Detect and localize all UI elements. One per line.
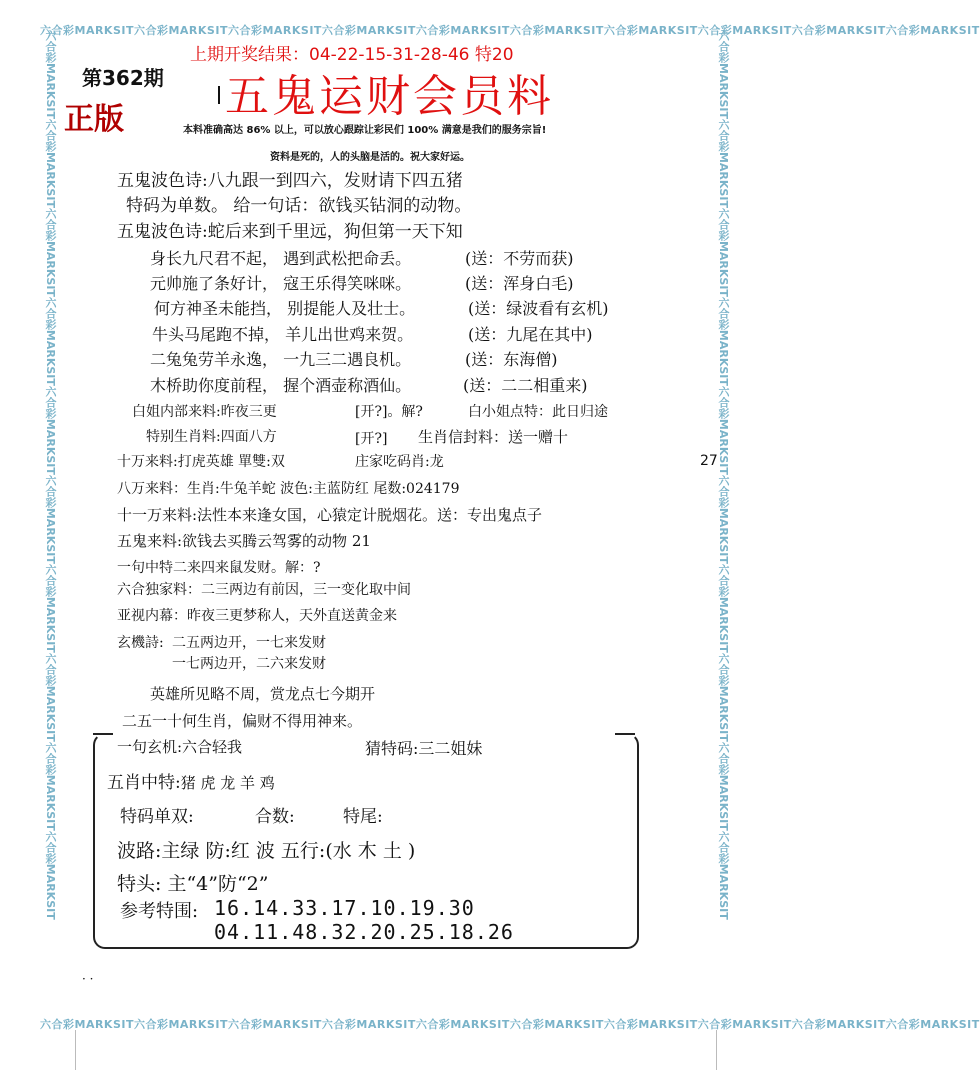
notice-line-2: 资料是死的，人的头脑是活的。祝大家好运。 xyxy=(270,152,470,163)
box-guess: 猜特码:三二姐妹 xyxy=(365,739,483,758)
baijie-tip: 白姐内部来料:昨夜三更 xyxy=(132,404,277,420)
yingxiong-line: 英雄所见略不周，赏龙点七今期开 xyxy=(150,685,376,703)
shiwan-tip: 十万来料:打虎英雄 單雙:双 xyxy=(117,454,285,470)
title-divider xyxy=(218,86,220,104)
watermark-bottom: 六合彩MARKSIT六合彩MARKSIT六合彩MARKSIT六合彩MARKSIT六合彩MARKSIT六合彩MARKSIT六合彩MARKSIT六合彩MARKSIT六合彩MARKSIT六合彩MARKSIT xyxy=(40,1018,980,1031)
verse-2-gift: (送：浑身白毛) xyxy=(465,274,574,293)
yashi-tip: 亚视内幕：昨夜三更梦称人，天外直送黄金来 xyxy=(117,608,397,624)
verse-3-gift: (送：绿波看有玄机) xyxy=(468,299,609,318)
issue-number: 第362期 xyxy=(82,66,164,90)
xuanji-label: 玄機詩: xyxy=(117,635,164,651)
page-bottom-edge xyxy=(75,1030,717,1070)
zodiac-letter: 生肖信封料：送一赠十 xyxy=(418,428,569,446)
verse-4: 牛头马尾跑不掉， 羊儿出世鸡来贺。 xyxy=(152,325,414,344)
box-xuanji: 一句玄机:六合轻我 xyxy=(117,738,243,756)
notice-line-1: 本料准确高达 86% 以上，可以放心跟踪让彩民们 100% 满意是我们的服务宗旨! xyxy=(183,125,547,136)
special-open: [开?] xyxy=(355,431,388,447)
five-zodiac xyxy=(107,768,275,793)
head-line: 特头: 主“4”防“2” xyxy=(117,873,269,895)
five-zodiac-value: 猪 虎 龙 羊 鸡 xyxy=(180,774,275,792)
ref-line-1: 16.14.33.17.10.19.30 xyxy=(214,896,475,920)
zhuangjia-tip: 庄家吃码肖:龙 xyxy=(355,454,444,470)
verse-1-gift: (送：不劳而获) xyxy=(465,249,574,268)
verse-2: 元帅施了条好计， 寇王乐得笑咪咪。 xyxy=(150,274,412,293)
danshuang-label: 特码单双: xyxy=(120,807,194,827)
box-corner-right xyxy=(615,733,635,735)
poem-line-3: 五鬼波色诗:蛇后来到千里远，狗但第一天下知 xyxy=(117,222,463,242)
ershiwu-line: 二五一十何生肖，偏财不得用神来。 xyxy=(122,712,363,730)
watermark-right: 六合彩MARKSIT六合彩MARKSIT六合彩MARKSIT六合彩MARKSIT六合彩MARKSIT六合彩MARKSIT六合彩MARKSIT六合彩MARKSIT六合彩MARKSIT六合彩MARKSIT xyxy=(717,30,730,920)
verse-4-gift: (送：九尾在其中) xyxy=(468,325,593,344)
edition-label: 正版 xyxy=(64,102,124,137)
tewei-label: 特尾: xyxy=(343,807,383,827)
baijie-open: [开?]。解? xyxy=(355,404,423,420)
watermark-top: 六合彩MARKSIT六合彩MARKSIT六合彩MARKSIT六合彩MARKSIT六合彩MARKSIT六合彩MARKSIT六合彩MARKSIT六合彩MARKSIT六合彩MARKSIT六合彩MARKSIT xyxy=(40,24,980,37)
xuanji-line-2: 一七两边开，二六来发财 xyxy=(172,656,326,672)
bawan-tip: 八万来料：生肖:牛兔羊蛇 波色:主蓝防红 尾数:024179 xyxy=(117,481,460,497)
verse-6-gift: (送：二二相重来) xyxy=(463,376,588,395)
wave-line: 波路:主绿 防:红 波 五行:(水 木 土 ) xyxy=(117,840,416,862)
watermark-left: 六合彩MARKSIT六合彩MARKSIT六合彩MARKSIT六合彩MARKSIT六合彩MARKSIT六合彩MARKSIT六合彩MARKSIT六合彩MARKSIT六合彩MARKSIT六合彩MARKSIT xyxy=(44,30,57,920)
verse-5-gift: (送：东海僧) xyxy=(465,350,558,369)
xuanji-line-1: 二五两边开，一七来发财 xyxy=(172,635,326,651)
last-result-numbers: 04-22-15-31-28-46 xyxy=(309,45,470,65)
heshu-label: 合数: xyxy=(255,807,295,827)
verse-3: 何方神圣未能挡， 别提能人及壮士。 xyxy=(154,299,416,318)
box-corner-left xyxy=(93,733,113,735)
verse-5: 二兔兔劳羊永逸， 一九三二遇良机。 xyxy=(150,350,412,369)
five-zodiac-label: 五肖中特: xyxy=(107,773,181,793)
yiju-tip: 一句中特二来四来鼠发财。解：? xyxy=(117,560,321,576)
verse-6: 木桥助你度前程， 握个酒壶称酒仙。 xyxy=(150,376,412,395)
verse-1: 身长九尺君不起， 遇到武松把命丢。 xyxy=(150,249,412,268)
poem-line-1: 五鬼波色诗:八九跟一到四六，发财请下四五猪 xyxy=(117,171,463,191)
shiyiwan-tip: 十一万来料:法性本来逢女国，心猿定计脱烟花。送：专出鬼点子 xyxy=(117,506,543,524)
special-number: 特20 xyxy=(474,45,514,65)
ref-label: 参考特围: xyxy=(120,901,199,922)
ref-line-2: 04.11.48.32.20.25.18.26 xyxy=(214,920,514,944)
liuhe-tip: 六合独家料：二三两边有前因，三一变化取中间 xyxy=(117,582,411,598)
special-zodiac: 特别生肖料:四面八方 xyxy=(146,429,277,445)
side-number: 27 xyxy=(700,453,718,469)
poem-line-2: 特码为单数。 给一句话：欲钱买钻洞的动物。 xyxy=(126,196,472,216)
last-result-label: 上期开奖结果： xyxy=(190,45,309,65)
wugui-tip: 五鬼来料:欲钱去买腾云驾雾的动物 21 xyxy=(117,532,371,550)
footer-dots: · · xyxy=(82,972,94,986)
page-title: 五鬼运财会员料 xyxy=(225,71,554,122)
baixiao-tip: 白小姐点特：此日归途 xyxy=(468,404,608,420)
